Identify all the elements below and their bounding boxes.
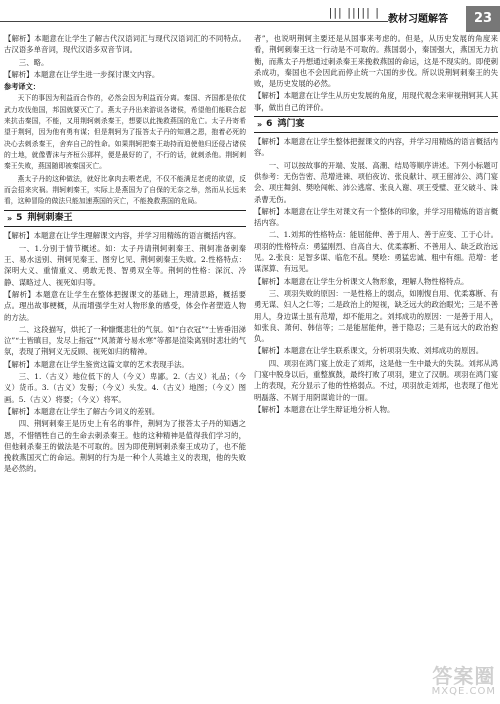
paragraph: 四、项羽在鸿门宴上放走了刘邦，这是他一生中最大的失误。刘邦从鸿门宴中脱身以后，重整旗鼓，最终打败了项羽，建立了汉朝。项羽在鸿门宴上的表现，充分显示了他的性格弱点。不过，项羽放走刘邦，也表现了他光明磊落、不屑于用阴谋诡计的一面。 — [254, 358, 498, 402]
paragraph: 【解析】本题意在让学生在整体把握课文的基础上，理清思路，概括要点。理出故事梗概，从而增强学生对人物形象的感受，体会作者塑造人物的方法。 — [4, 289, 246, 322]
paragraph: 【解析】本题意在让学生整体把握课文的内容，并学习用精炼的语言概括内容。 — [254, 137, 498, 158]
paragraph: 【解析】本题意在让学生了解古今词义的差别。 — [4, 406, 160, 416]
section-number: 6 — [266, 119, 273, 130]
page-header — [0, 0, 500, 30]
paragraph: 【解析】本题意在让学生分析课文人物形象，理解人物性格特点。 — [254, 276, 469, 286]
section-title: 鸿门宴 — [277, 119, 305, 130]
section-title: 荆轲刺秦王 — [27, 213, 73, 224]
header-rule — [0, 21, 388, 22]
paragraph: 二、这段描写，烘托了一种慷慨悲壮的气氛。如“白衣冠”“士皆垂泪涕泣”“士皆瞋目，发尽上指冠”“风萧萧兮易水寒”等都是渲染离别时悲壮的气氛，表现了荆轲义无反顾、视死如归的精神。 — [4, 324, 246, 357]
paragraph: 三、1.（古义）地位低下的人（今义）卑鄙。2.（古义）礼品；（今义）货币。3.（古义）发髻；（今义）头发。4.（古义）地图；（今义）图画。5.（古义）将要；（今义）将军。 — [4, 372, 246, 404]
paragraph: 【解析】本题意在让学生鉴赏这篇文章的艺术表现手法。 — [4, 359, 189, 369]
paragraph: 三、项羽失败的原因：一是性格上的弱点，如刚愎自用、优柔寡断、有勇无谋、妇人之仁等；二是政治上的短视，缺乏远大的政治眼光；三是不善用人，身边谋士虽有范增，却不能用之。刘邦成功的原因：一是善于用人，如张良、萧何、韩信等；二是能屈能伸，善于隐忍；三是有远大的政治抱负。 — [254, 288, 498, 344]
header-title: 教材习题解答 — [388, 14, 448, 25]
paragraph: 【解析】本题意在让学生进一步探讨课文内容。 — [4, 69, 160, 79]
paragraph: 【解析】本题意在让学生了解古代汉语词汇与现代汉语词汇的不同特点。古汉语多单音词，现代汉语多双音节词。 — [4, 34, 246, 55]
watermark-url: MXQE.COM — [431, 686, 496, 697]
reference-label: 参考译文： — [4, 82, 40, 92]
paragraph: 三、略。 — [18, 57, 49, 67]
paragraph: 【解析】本题意在让学生理解课文内容，并学习用精练的语言概括内容。 — [4, 231, 241, 241]
left-column — [4, 33, 246, 476]
right-column — [254, 33, 498, 416]
translation-text: 燕太子丹的这种做法，就好比拿肉去喂老虎，不仅不能满足老虎的欲望，反而会招来灾祸。荆轲刺秦王，实际上是燕国为了自保的无奈之举，然而从长远来看，这种冒险的做法只能加速燕国的灭亡，不能挽救燕国的危局。 — [4, 174, 246, 206]
paragraph: 二、1.刘邦的性格特点：能屈能伸、善于用人、善于应变、工于心计。项羽的性格特点：勇猛刚烈、自高自大、优柔寡断、不善用人、缺乏政治远见。2.张良：足智多谋、临危不乱。樊哙：勇猛忠诚、粗中有细。范增：老谋深算、有远见。 — [254, 230, 498, 274]
paragraph: 一、可以按故事的开端、发展、高潮、结局等顺序讲述。下列小标题可供参考：无伤告密、范增进谏、项伯夜访、张良献计、项王留沛公、鸿门宴会、项庄舞剑、樊哙闯帐、沛公逃席、张良入谢、项王受璧、亚父破斗、诛杀曹无伤。 — [254, 160, 498, 204]
section-heading-6 — [254, 116, 498, 133]
section-number: 5 — [16, 213, 23, 224]
page-number: 23 — [466, 6, 500, 32]
paragraph: 【解析】本题意在让学生从历史发展的角度，用现代观念来审视荆轲其人其事，做出自己的评价。 — [254, 91, 498, 112]
watermark-main-text: 答案圈 — [432, 664, 496, 688]
section-heading-5 — [4, 210, 246, 227]
double-chevron-icon: » — [7, 214, 13, 224]
paragraph: 四、荆轲刺秦王是历史上有名的事件，荆轲为了报答太子丹的知遇之恩，不惜牺牲自己的生命去刺杀秦王。他的这种精神是值得我们学习的，但他刺杀秦王的做法是不可取的。因为即使荆轲刺杀秦王成功了，也不能挽救燕国灭亡的命运。荆轲的行为是一种个人英雄主义的表现，他的失败是必然的。 — [4, 419, 246, 474]
paragraph: 【解析】本题意在让学生对课文有一个整体的印象，并学习用精炼的语言概括内容。 — [254, 206, 498, 228]
translation-text: 天下的事因为利益而合作的，必然会因为利益而分离。秦国、齐国都是依仗武力攻伐他国，邦国就要灭亡了。燕太子丹出来游说各诸侯，希望他们能联合起来抗击秦国，不能，又用荆轲刺杀秦王，想要以此挽救燕国的危亡。太子丹寄希望于荆轲，因为他有勇有谋；但是荆轲为了报答太子丹的知遇之恩，抱着必死的决心去刺杀秦王，舍弃自己的性命。如果荆轲把秦王劫持而迫使他归还侵占诸侯的土地，就像曹沫与齐桓公那样，便是最好的了，不行的话，就刺杀他。荆轲刺秦王失败，燕国随即被秦国灭亡。 — [4, 94, 246, 171]
paragraph: 者”，也说明荆轲主要还是从国事来考虑的。但是，从历史发展的角度来看，荆轲刺秦王这一行动是不可取的。燕国弱小，秦国强大，燕国无力抗衡，而燕太子丹想通过刺杀秦王来挽救燕国的命运，这是不现实的。即使刺杀成功，秦国也不会因此而停止统一六国的步伐。所以说荆轲刺秦王的失败，是历史发展的必然。 — [254, 34, 498, 89]
paragraph: 一、1.分别于情节概述。如：太子丹请荆轲刺秦王、荆轲准备刺秦王、易水送别、荆轲见秦王、图穷匕见、荆轲刺秦王失败。2.性格特点：深明大义、重情重义、勇敢无畏、智勇双全等。荆轲的性格：深沉、冷静、谋略过人、视死如归等。 — [4, 243, 246, 287]
double-chevron-icon: » — [257, 120, 263, 130]
header-barcode-ticks: ||| ||||| | — [328, 6, 380, 19]
paragraph: 【解析】本题意在让学生辩证地分析人物。 — [254, 404, 395, 414]
watermark-logo — [432, 666, 496, 698]
paragraph: 【解析】本题意在让学生联系课文，分析项羽失败、刘邦成功的原因。 — [254, 346, 484, 356]
